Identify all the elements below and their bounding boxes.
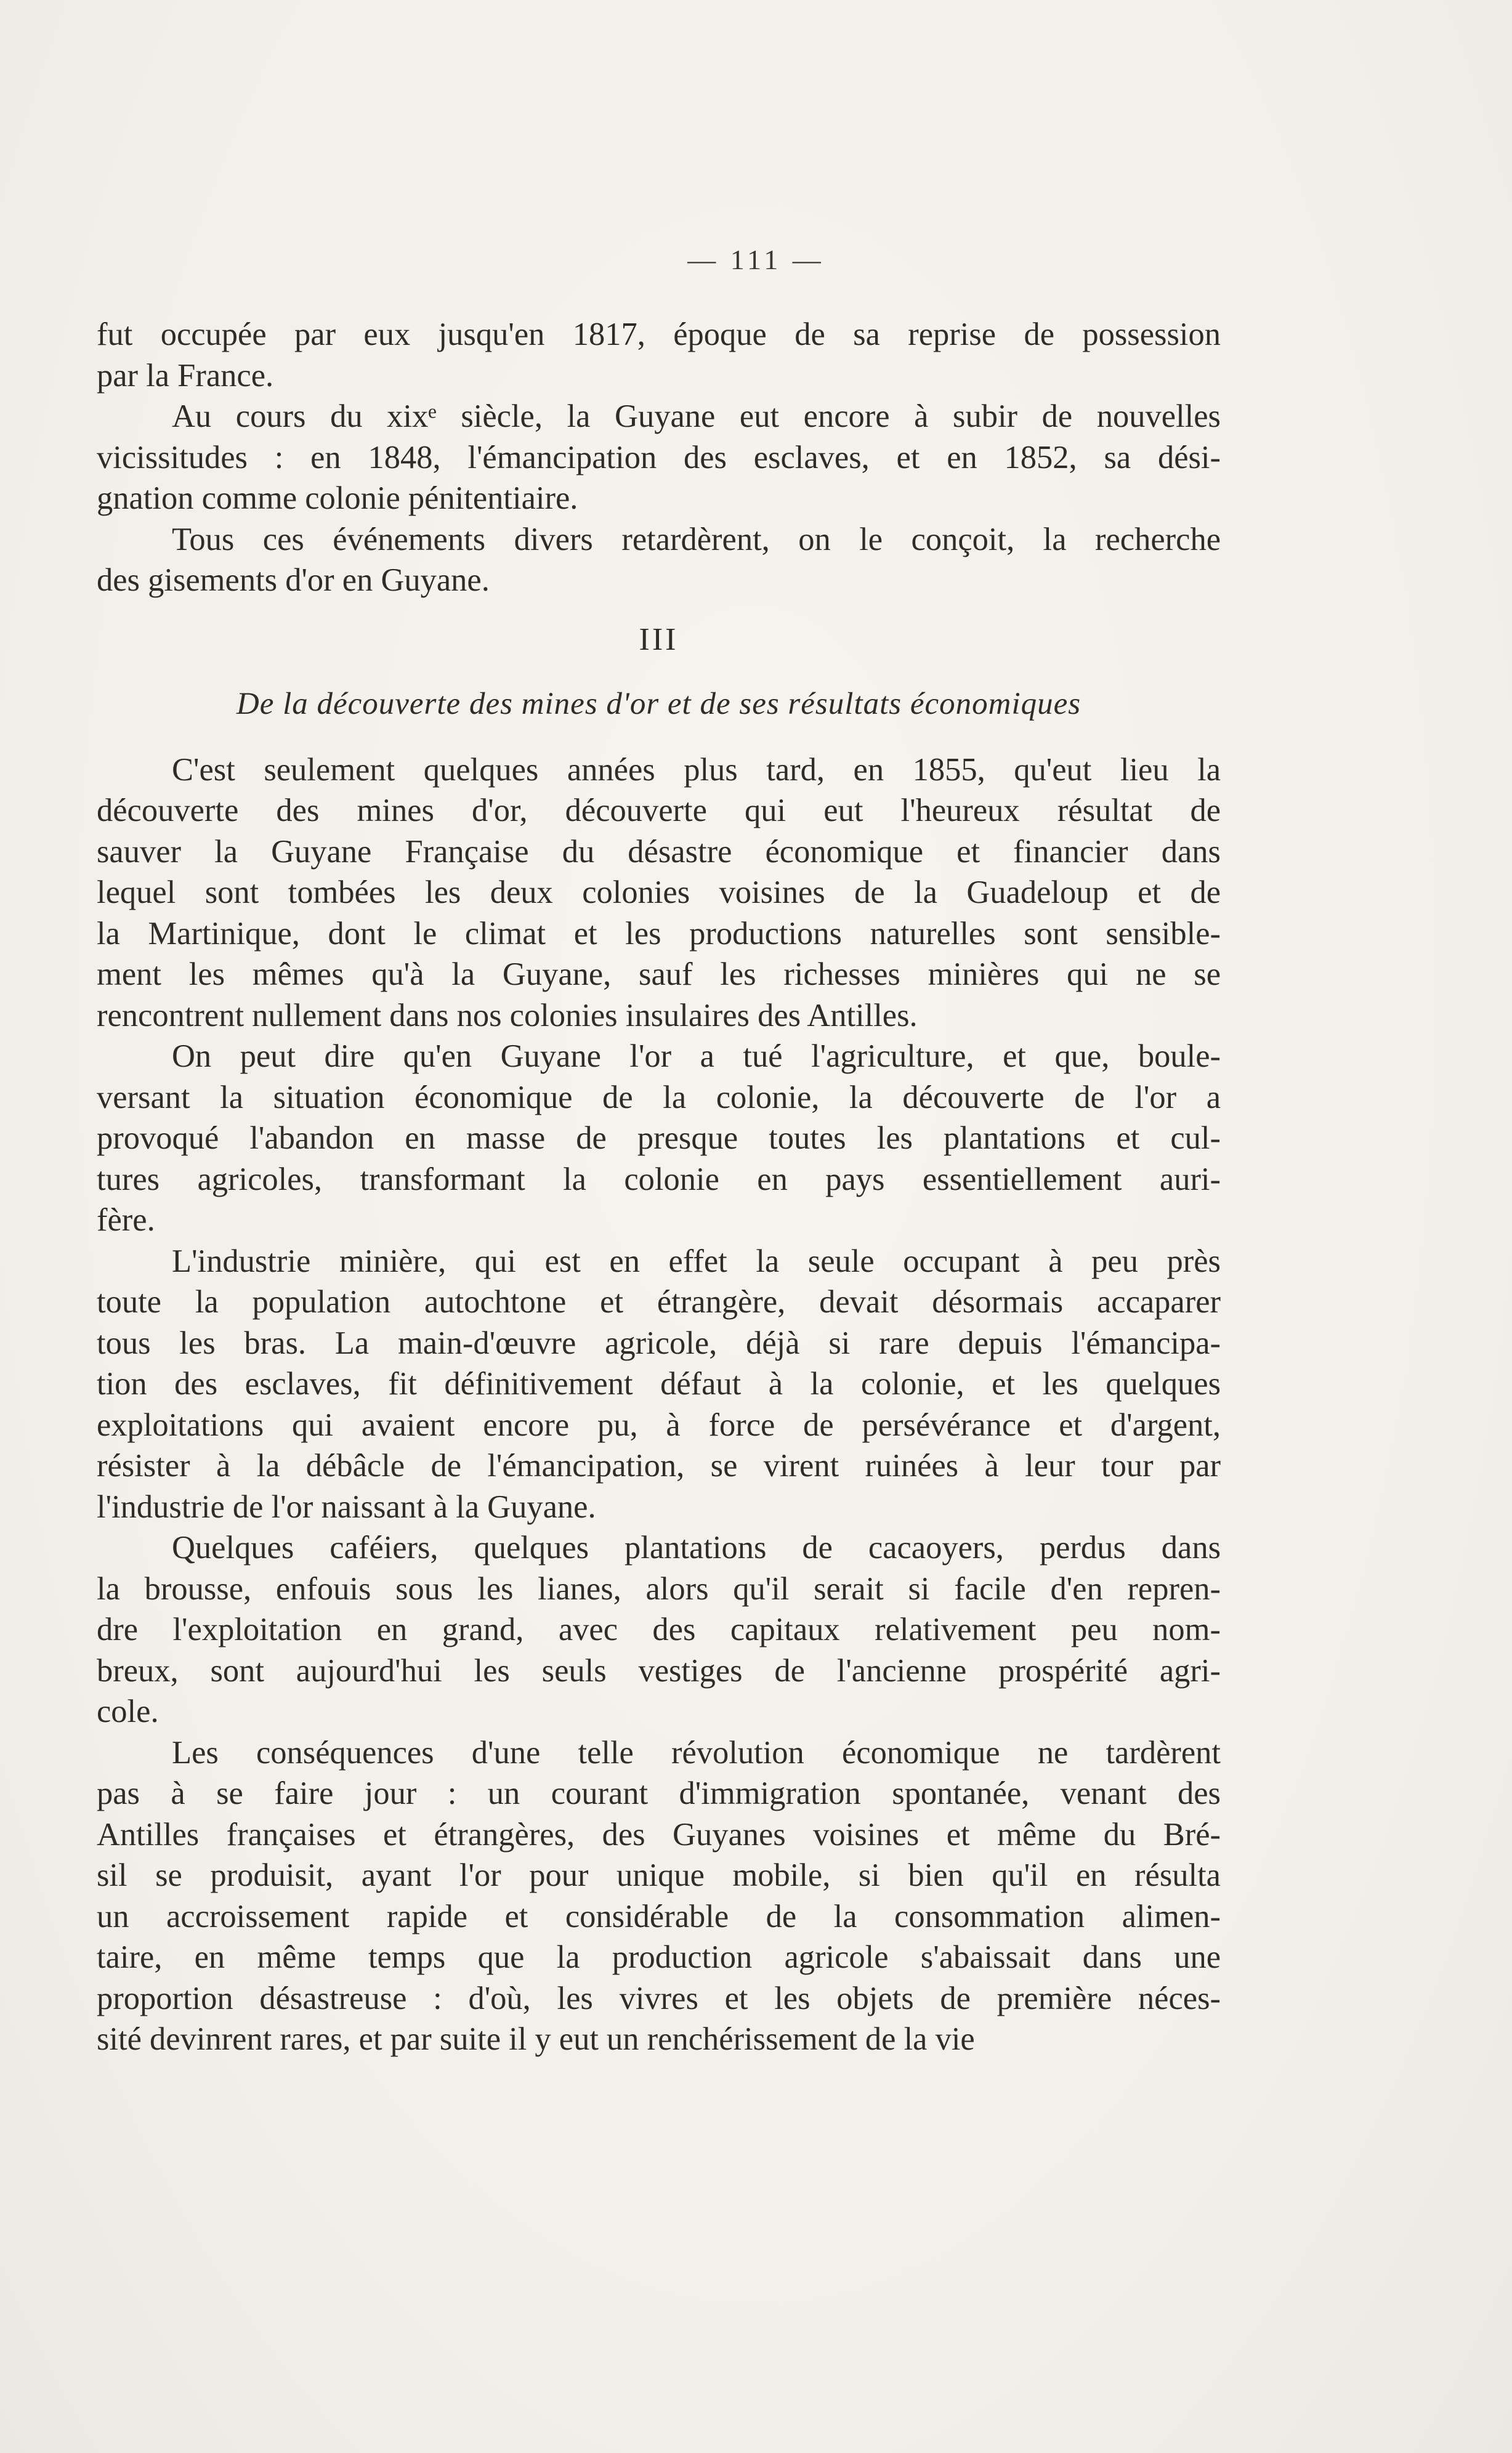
paragraph: [97, 396, 1221, 519]
text-line: Antilles françaises et étrangères, des Guyanes voisines et même du Bré-: [97, 1816, 1221, 1853]
text-line: Au cours du xixᵉ siècle, la Guyane eut encore à subir de nouvelles: [172, 398, 1221, 434]
paragraph: [97, 1732, 1221, 2060]
text-line: ment les mêmes qu'à la Guyane, sauf les richesses minières qui ne se: [97, 956, 1221, 992]
text-line: breux, sont aujourd'hui les seuls vestiges de l'ancienne prospérité agri-: [97, 1652, 1221, 1689]
text-line: pas à se faire jour : un courant d'immigration spontanée, venant des: [97, 1776, 1221, 1811]
paragraph: [97, 1527, 1221, 1732]
text-line: un accroissement rapide et considérable de la consommation alimen-: [97, 1898, 1221, 1934]
text-line: fut occupée par eux jusqu'en 1817, époque de sa reprise de possession: [97, 317, 1221, 352]
text-line: sauver la Guyane Française du désastre économique et financier dans: [97, 833, 1221, 870]
text-line: rencontrent nullement dans nos colonies insulaires des Antilles.: [97, 997, 918, 1033]
text-line: proportion désastreuse : d'où, les vivres et les objets de première néces-: [97, 1980, 1221, 2016]
section-number: III: [639, 621, 679, 657]
text-line: l'industrie de l'or naissant à la Guyane.: [97, 1489, 596, 1525]
text-line: des gisements d'or en Guyane.: [97, 562, 490, 598]
text-line: sité devinrent rares, et par suite il y eut un renchérissement de la vie: [97, 2021, 975, 2057]
text-line: dre l'exploitation en grand, avec des capitaux relativement peu nom-: [97, 1612, 1221, 1647]
text-line: L'industrie minière, qui est en effet la seule occupant à peu près: [172, 1243, 1221, 1279]
paragraph: [97, 1036, 1221, 1241]
paragraph: [97, 750, 1221, 1037]
page-number: — 111 —: [687, 244, 825, 275]
text-line: Quelques caféiers, quelques plantations de cacaoyers, perdus dans: [172, 1530, 1221, 1566]
section-paragraphs: [97, 750, 1221, 2060]
body-text: [97, 314, 1221, 2060]
text-line: Tous ces événements divers retardèrent, on le conçoit, la recherche: [172, 521, 1221, 557]
text-line: la brousse, enfouis sous les lianes, alors qu'il serait si facile d'en repren-: [97, 1570, 1221, 1607]
text-line: vicissitudes : en 1848, l'émancipation des esclaves, et en 1852, sa dési-: [97, 439, 1221, 475]
text-line: tous les bras. La main-d'œuvre agricole, déjà si rare depuis l'émancipa-: [97, 1325, 1221, 1361]
text-line: fère.: [97, 1202, 155, 1238]
text-line: versant la situation économique de la colonie, la découverte de l'or a: [97, 1079, 1221, 1115]
text-line: tion des esclaves, fit définitivement défaut à la colonie, et les quelques: [97, 1366, 1221, 1402]
text-line: découverte des mines d'or, découverte qui eut l'heureux résultat de: [97, 793, 1221, 828]
text-line: résister à la débâcle de l'émancipation, se virent ruinées à leur tour par: [97, 1448, 1221, 1484]
text-line: provoqué l'abandon en masse de presque toutes les plantations et cul-: [97, 1120, 1221, 1156]
text-line: taire, en même temps que la production agricole s'abaissait dans une: [97, 1939, 1221, 1975]
text-line: Les conséquences d'une telle révolution économique ne tardèrent: [172, 1734, 1221, 1771]
intro-paragraphs: [97, 314, 1221, 601]
text-line: la Martinique, dont le climat et les productions naturelles sont sensible-: [97, 915, 1221, 952]
text-line: sil se produisit, ayant l'or pour unique mobile, si bien qu'il en résulta: [97, 1857, 1221, 1893]
text-line: gnation comme colonie pénitentiaire.: [97, 480, 578, 516]
section-title: De la découverte des mines d'or et de ses résultats économiques: [236, 687, 1081, 721]
text-line: exploitations qui avaient encore pu, à force de persévérance et d'argent,: [97, 1407, 1221, 1443]
text-line: On peut dire qu'en Guyane l'or a tué l'agriculture, et que, boule-: [172, 1038, 1221, 1074]
paragraph: [97, 1241, 1221, 1528]
text-line: cole.: [97, 1694, 159, 1729]
paragraph: [97, 314, 1221, 396]
paragraph: [97, 519, 1221, 601]
text-line: lequel sont tombées les deux colonies voisines de la Guadeloup et de: [97, 875, 1221, 910]
text-line: par la France.: [97, 357, 274, 394]
text-line: tures agricoles, transformant la colonie en pays essentiellement auri-: [97, 1161, 1221, 1197]
text-line: toute la population autochtone et étrangère, devait désormais accaparer: [97, 1284, 1221, 1320]
text-line: C'est seulement quelques années plus tard, en 1855, qu'eut lieu la: [172, 751, 1221, 788]
